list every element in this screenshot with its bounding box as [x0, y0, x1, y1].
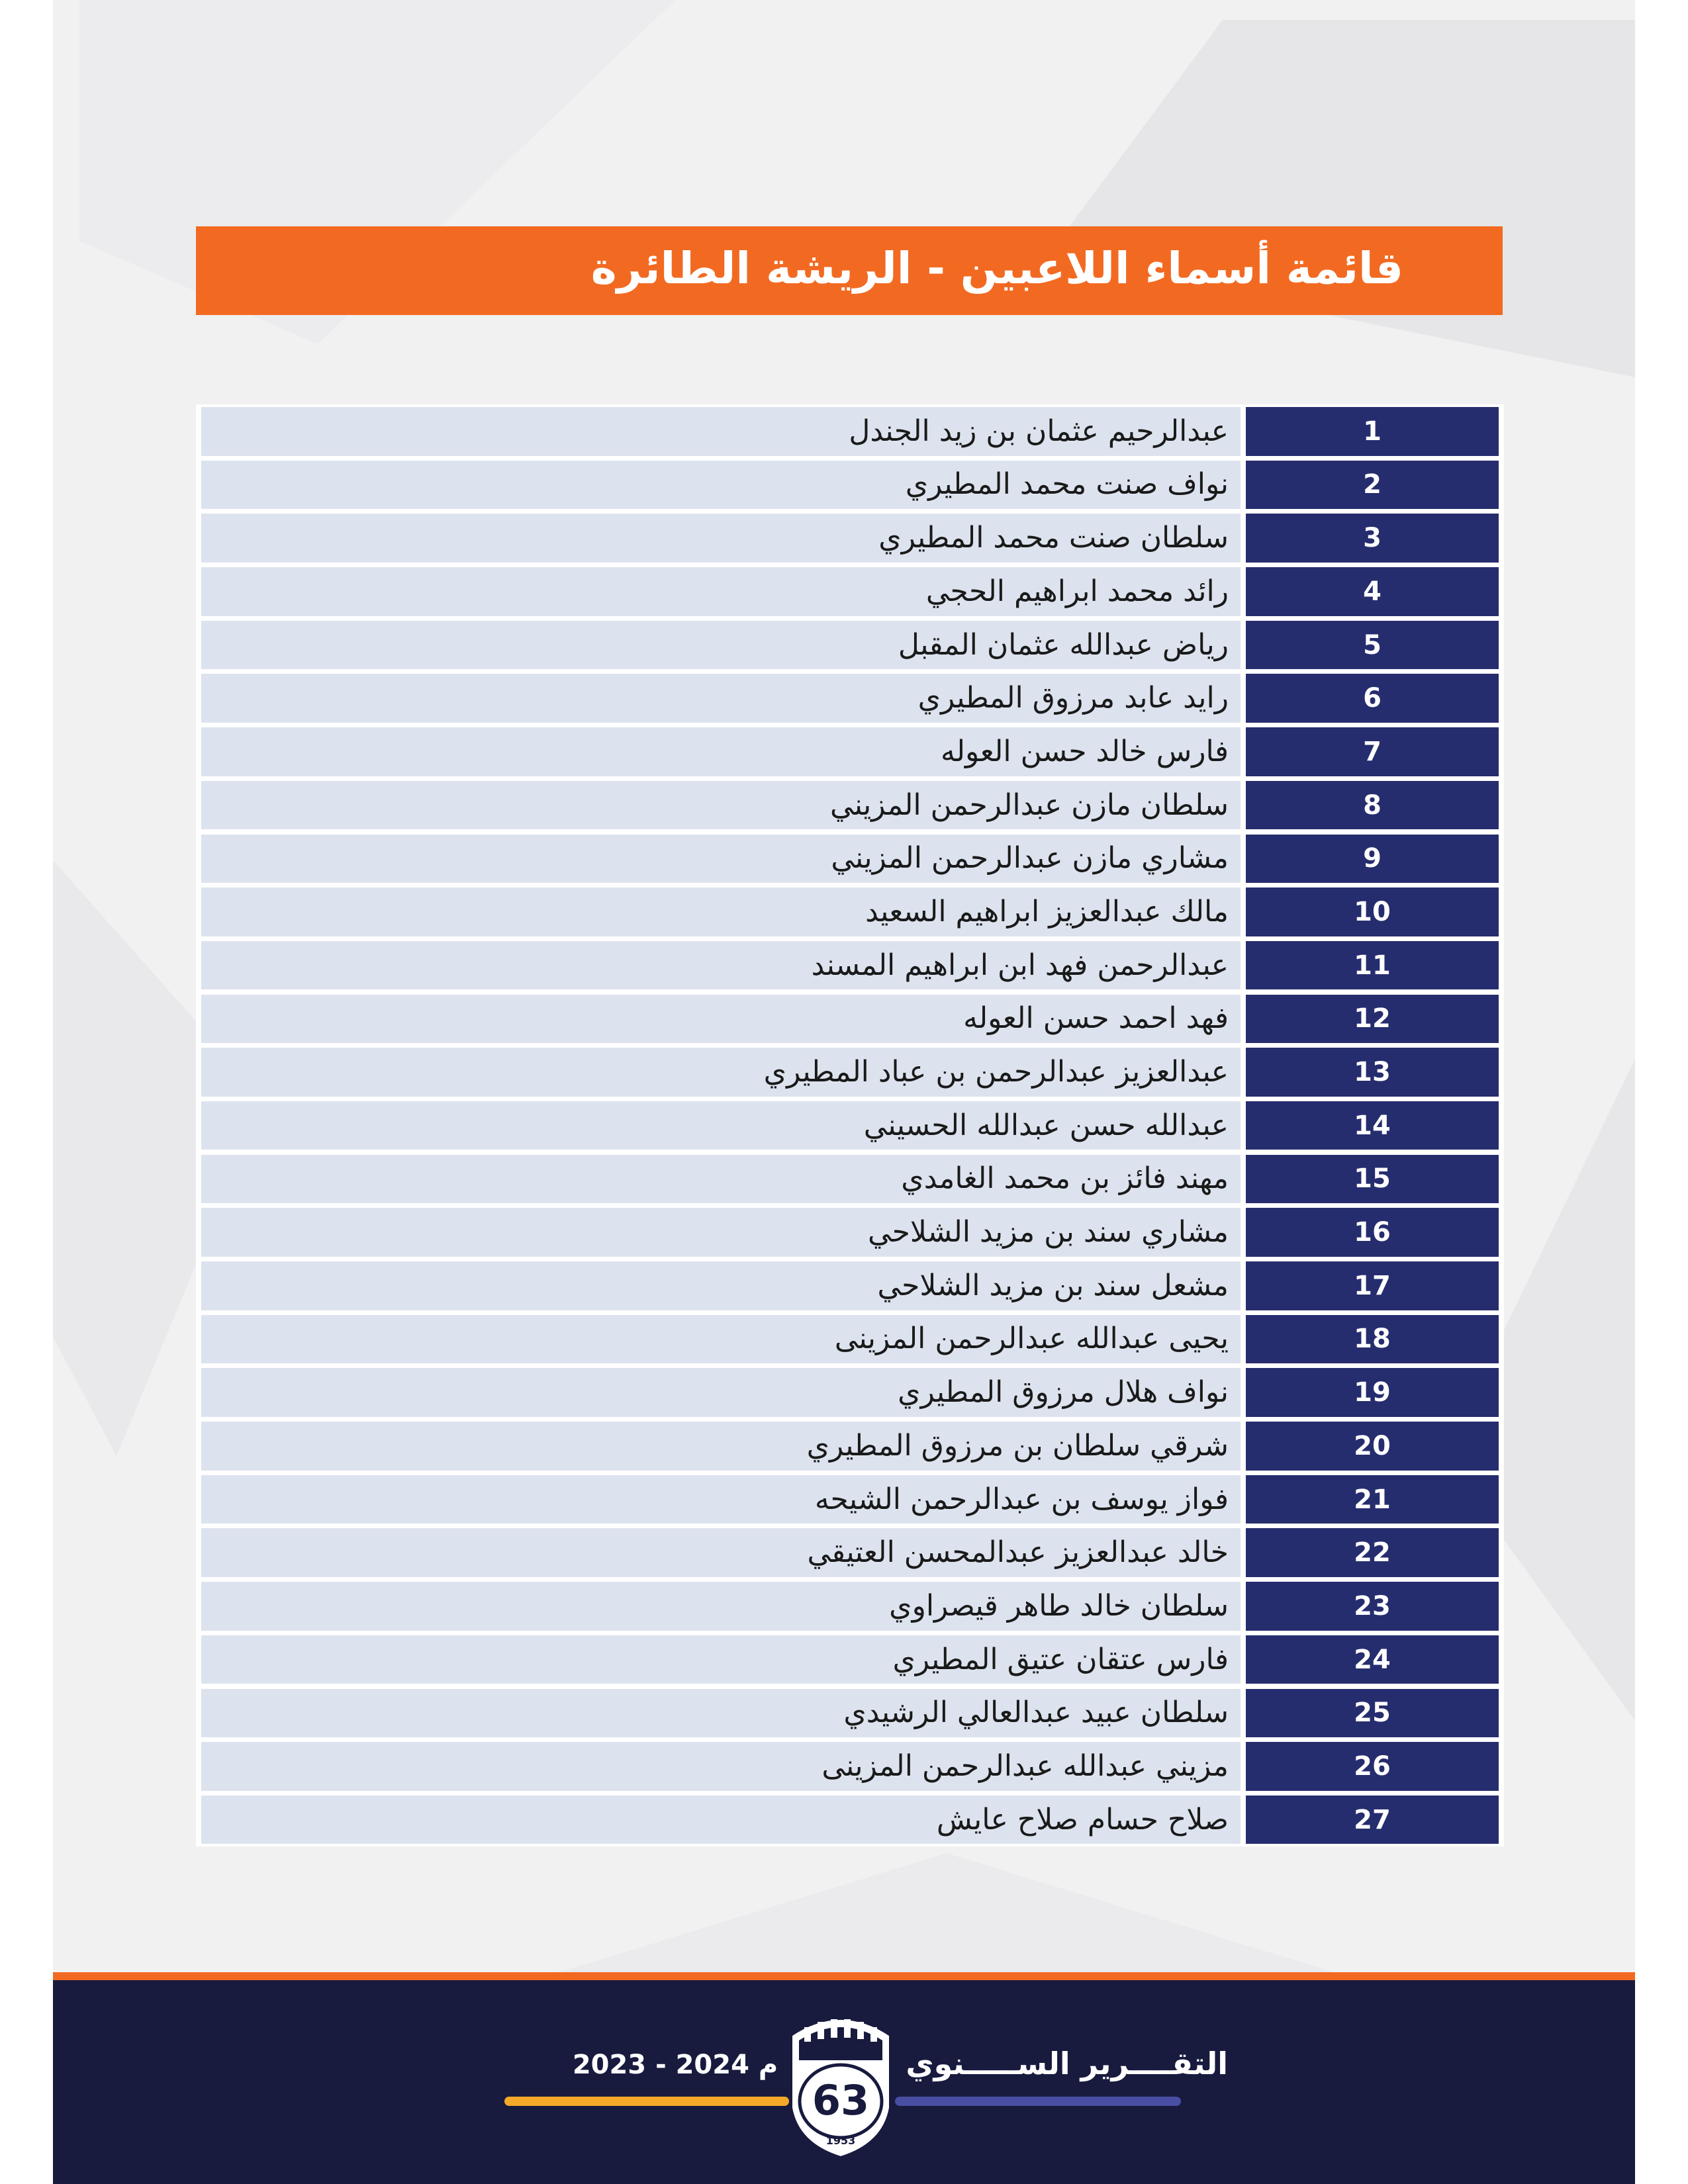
player-name-cell	[201, 1635, 1241, 1684]
player-number: 26	[1354, 1751, 1391, 1782]
player-number: 3	[1363, 523, 1382, 554]
player-number-cell	[1246, 567, 1499, 616]
player-number: 6	[1363, 683, 1382, 714]
player-number: 9	[1363, 843, 1382, 874]
table-row	[199, 941, 1501, 990]
player-number-cell	[1246, 1101, 1499, 1150]
player-name: مهند فائز بن محمد الغامدي	[901, 1161, 1229, 1196]
player-name-cell	[201, 995, 1241, 1044]
player-name: مشعل سند بن مزيد الشلاحي	[877, 1268, 1229, 1302]
player-number: 21	[1354, 1484, 1391, 1515]
player-name: عبدالله حسن عبدالله الحسيني	[863, 1108, 1229, 1142]
table-row	[199, 674, 1501, 723]
player-number-cell	[1246, 1689, 1499, 1738]
table-row	[199, 887, 1501, 936]
player-name-cell	[201, 781, 1241, 830]
player-name-cell	[201, 567, 1241, 616]
player-number: 22	[1354, 1537, 1391, 1569]
player-name: رياض عبدالله عثمان المقبل	[898, 627, 1229, 662]
player-number-cell	[1246, 781, 1499, 830]
player-number: 7	[1363, 736, 1382, 767]
table-row	[199, 461, 1501, 510]
player-name-cell	[201, 1422, 1241, 1471]
player-number: 19	[1354, 1377, 1391, 1408]
player-name-cell	[201, 727, 1241, 776]
player-number-cell	[1246, 941, 1499, 990]
player-number-cell	[1246, 835, 1499, 884]
table-row	[199, 1475, 1501, 1524]
player-number: 17	[1354, 1270, 1391, 1301]
player-number-cell	[1246, 1368, 1499, 1417]
player-name: مالك عبدالعزيز ابراهيم السعيد	[865, 894, 1229, 929]
player-number: 4	[1363, 576, 1382, 607]
player-number-cell	[1246, 461, 1499, 510]
player-number-cell	[1246, 1742, 1499, 1791]
player-name: رايد عابد مرزوق المطيري	[917, 681, 1229, 715]
table-row	[199, 1261, 1501, 1310]
player-name-cell	[201, 1528, 1241, 1577]
player-number: 1	[1363, 416, 1382, 447]
players-table	[196, 404, 1504, 1846]
player-number-cell	[1246, 1208, 1499, 1257]
player-number: 18	[1354, 1324, 1391, 1355]
player-name: خالد عبدالعزيز عبدالمحسن العتيقي	[807, 1535, 1229, 1570]
background-shape	[1046, 20, 1635, 417]
club-logo-number: 63	[812, 2076, 870, 2124]
footer	[53, 1972, 1635, 2184]
player-name-cell	[201, 1475, 1241, 1524]
player-number: 10	[1354, 896, 1391, 927]
table-row	[199, 1101, 1501, 1150]
page-title: قائمة أسماء اللاعبين - الريشة الطائرة	[590, 243, 1403, 294]
player-name-cell	[201, 461, 1241, 510]
club-logo-est: 1953	[825, 2134, 856, 2147]
player-number-cell	[1246, 1796, 1499, 1844]
player-number: 25	[1354, 1698, 1391, 1729]
player-number: 12	[1354, 1003, 1391, 1034]
player-number: 23	[1354, 1590, 1391, 1621]
player-name-cell	[201, 1048, 1241, 1097]
player-number: 27	[1354, 1804, 1391, 1835]
title-banner	[196, 226, 1503, 315]
table-row	[199, 727, 1501, 776]
report-title: التقــــرير الســـــنوي	[906, 2046, 1228, 2081]
player-number-cell	[1246, 1155, 1499, 1204]
table-row	[199, 514, 1501, 563]
player-name: صلاح حسام صلاح عايش	[936, 1802, 1229, 1837]
player-number-cell	[1246, 887, 1499, 936]
player-name: فواز يوسف بن عبدالرحمن الشيحه	[814, 1482, 1229, 1516]
player-number: 8	[1363, 790, 1382, 821]
player-number: 16	[1354, 1217, 1391, 1248]
player-name: نواف صنت محمد المطيري	[905, 467, 1229, 502]
player-name-cell	[201, 1208, 1241, 1257]
table-row	[199, 1689, 1501, 1738]
player-name-cell	[201, 941, 1241, 990]
player-number-cell	[1246, 674, 1499, 723]
player-name-cell	[201, 1315, 1241, 1364]
table-row	[199, 1368, 1501, 1417]
club-logo	[784, 2009, 897, 2161]
player-number-cell	[1246, 1422, 1499, 1471]
player-name: شرقي سلطان بن مرزوق المطيري	[806, 1428, 1229, 1463]
player-name-cell	[201, 1101, 1241, 1150]
player-name: سلطان مازن عبدالرحمن المزيني	[830, 788, 1229, 822]
player-name: نواف هلال مرزوق المطيري	[898, 1375, 1229, 1410]
player-name-cell	[201, 1368, 1241, 1417]
player-name: مزيني عبدالله عبدالرحمن المزينى	[821, 1749, 1229, 1783]
player-name-cell	[201, 1742, 1241, 1791]
player-number-cell	[1246, 727, 1499, 776]
player-name: سلطان صنت محمد المطيري	[878, 521, 1229, 555]
player-name-cell	[201, 514, 1241, 563]
table-row	[199, 781, 1501, 830]
player-name: فهد احمد حسن العوله	[963, 1001, 1229, 1036]
player-name-cell	[201, 1582, 1241, 1631]
player-name-cell	[201, 674, 1241, 723]
player-name-cell	[201, 835, 1241, 884]
background-shape	[516, 1853, 1377, 1985]
table-row	[199, 1315, 1501, 1364]
player-name-cell	[201, 1155, 1241, 1204]
player-number-cell	[1246, 1582, 1499, 1631]
player-name: عبدالرحيم عثمان بن زيد الجندل	[849, 414, 1229, 448]
table-row	[199, 1422, 1501, 1471]
player-number: 13	[1354, 1057, 1391, 1087]
footer-accent-line	[53, 1972, 1635, 1980]
player-number-cell	[1246, 1475, 1499, 1524]
player-name: فارس خالد حسن العوله	[941, 734, 1229, 768]
player-name: فارس عتقان عتيق المطيري	[892, 1642, 1229, 1676]
player-number-cell	[1246, 1048, 1499, 1097]
table-row	[199, 835, 1501, 884]
table-row	[199, 1635, 1501, 1684]
player-number-cell	[1246, 1315, 1499, 1364]
player-name-cell	[201, 887, 1241, 936]
player-number-cell	[1246, 621, 1499, 670]
player-number-cell	[1246, 1261, 1499, 1310]
player-number: 24	[1354, 1644, 1391, 1675]
player-name: عبدالرحمن فهد ابن ابراهيم المسند	[811, 948, 1229, 982]
player-number: 15	[1354, 1163, 1391, 1195]
player-name: رائد محمد ابراهيم الحجي	[925, 574, 1229, 608]
table-row	[199, 1155, 1501, 1204]
player-name: مشاري سند بن مزيد الشلاحي	[867, 1215, 1229, 1250]
player-number: 2	[1363, 469, 1382, 500]
footer-blue-underline	[895, 2097, 1181, 2106]
player-name-cell	[201, 407, 1241, 456]
table-row	[199, 1528, 1501, 1577]
player-number: 5	[1363, 629, 1382, 660]
table-row	[199, 1582, 1501, 1631]
table-row	[199, 1796, 1501, 1844]
player-number: 20	[1354, 1430, 1391, 1461]
report-years: 2023 - 2024 م	[572, 2050, 778, 2080]
player-name: يحيى عبدالله عبدالرحمن المزينى	[834, 1322, 1229, 1356]
player-number: 11	[1354, 950, 1391, 981]
table-row	[199, 1048, 1501, 1097]
table-row	[199, 407, 1501, 456]
player-number-cell	[1246, 514, 1499, 563]
player-name-cell	[201, 1261, 1241, 1310]
player-number-cell	[1246, 995, 1499, 1044]
footer-gold-underline	[504, 2097, 789, 2106]
table-row	[199, 567, 1501, 616]
player-name: سلطان خالد طاهر قيصراوي	[889, 1588, 1229, 1623]
table-row	[199, 995, 1501, 1044]
player-name: عبدالعزيز عبدالرحمن بن عباد المطيري	[763, 1055, 1229, 1089]
player-name: مشاري مازن عبدالرحمن المزيني	[831, 841, 1229, 876]
player-number-cell	[1246, 1635, 1499, 1684]
table-row	[199, 1208, 1501, 1257]
player-name-cell	[201, 1689, 1241, 1738]
table-row	[199, 1742, 1501, 1791]
player-name: سلطان عبيد عبدالعالي الرشيدي	[843, 1696, 1229, 1730]
player-name-cell	[201, 621, 1241, 670]
player-number-cell	[1246, 407, 1499, 456]
player-name-cell	[201, 1796, 1241, 1844]
player-number: 14	[1354, 1110, 1391, 1141]
player-number-cell	[1246, 1528, 1499, 1577]
table-row	[199, 621, 1501, 670]
